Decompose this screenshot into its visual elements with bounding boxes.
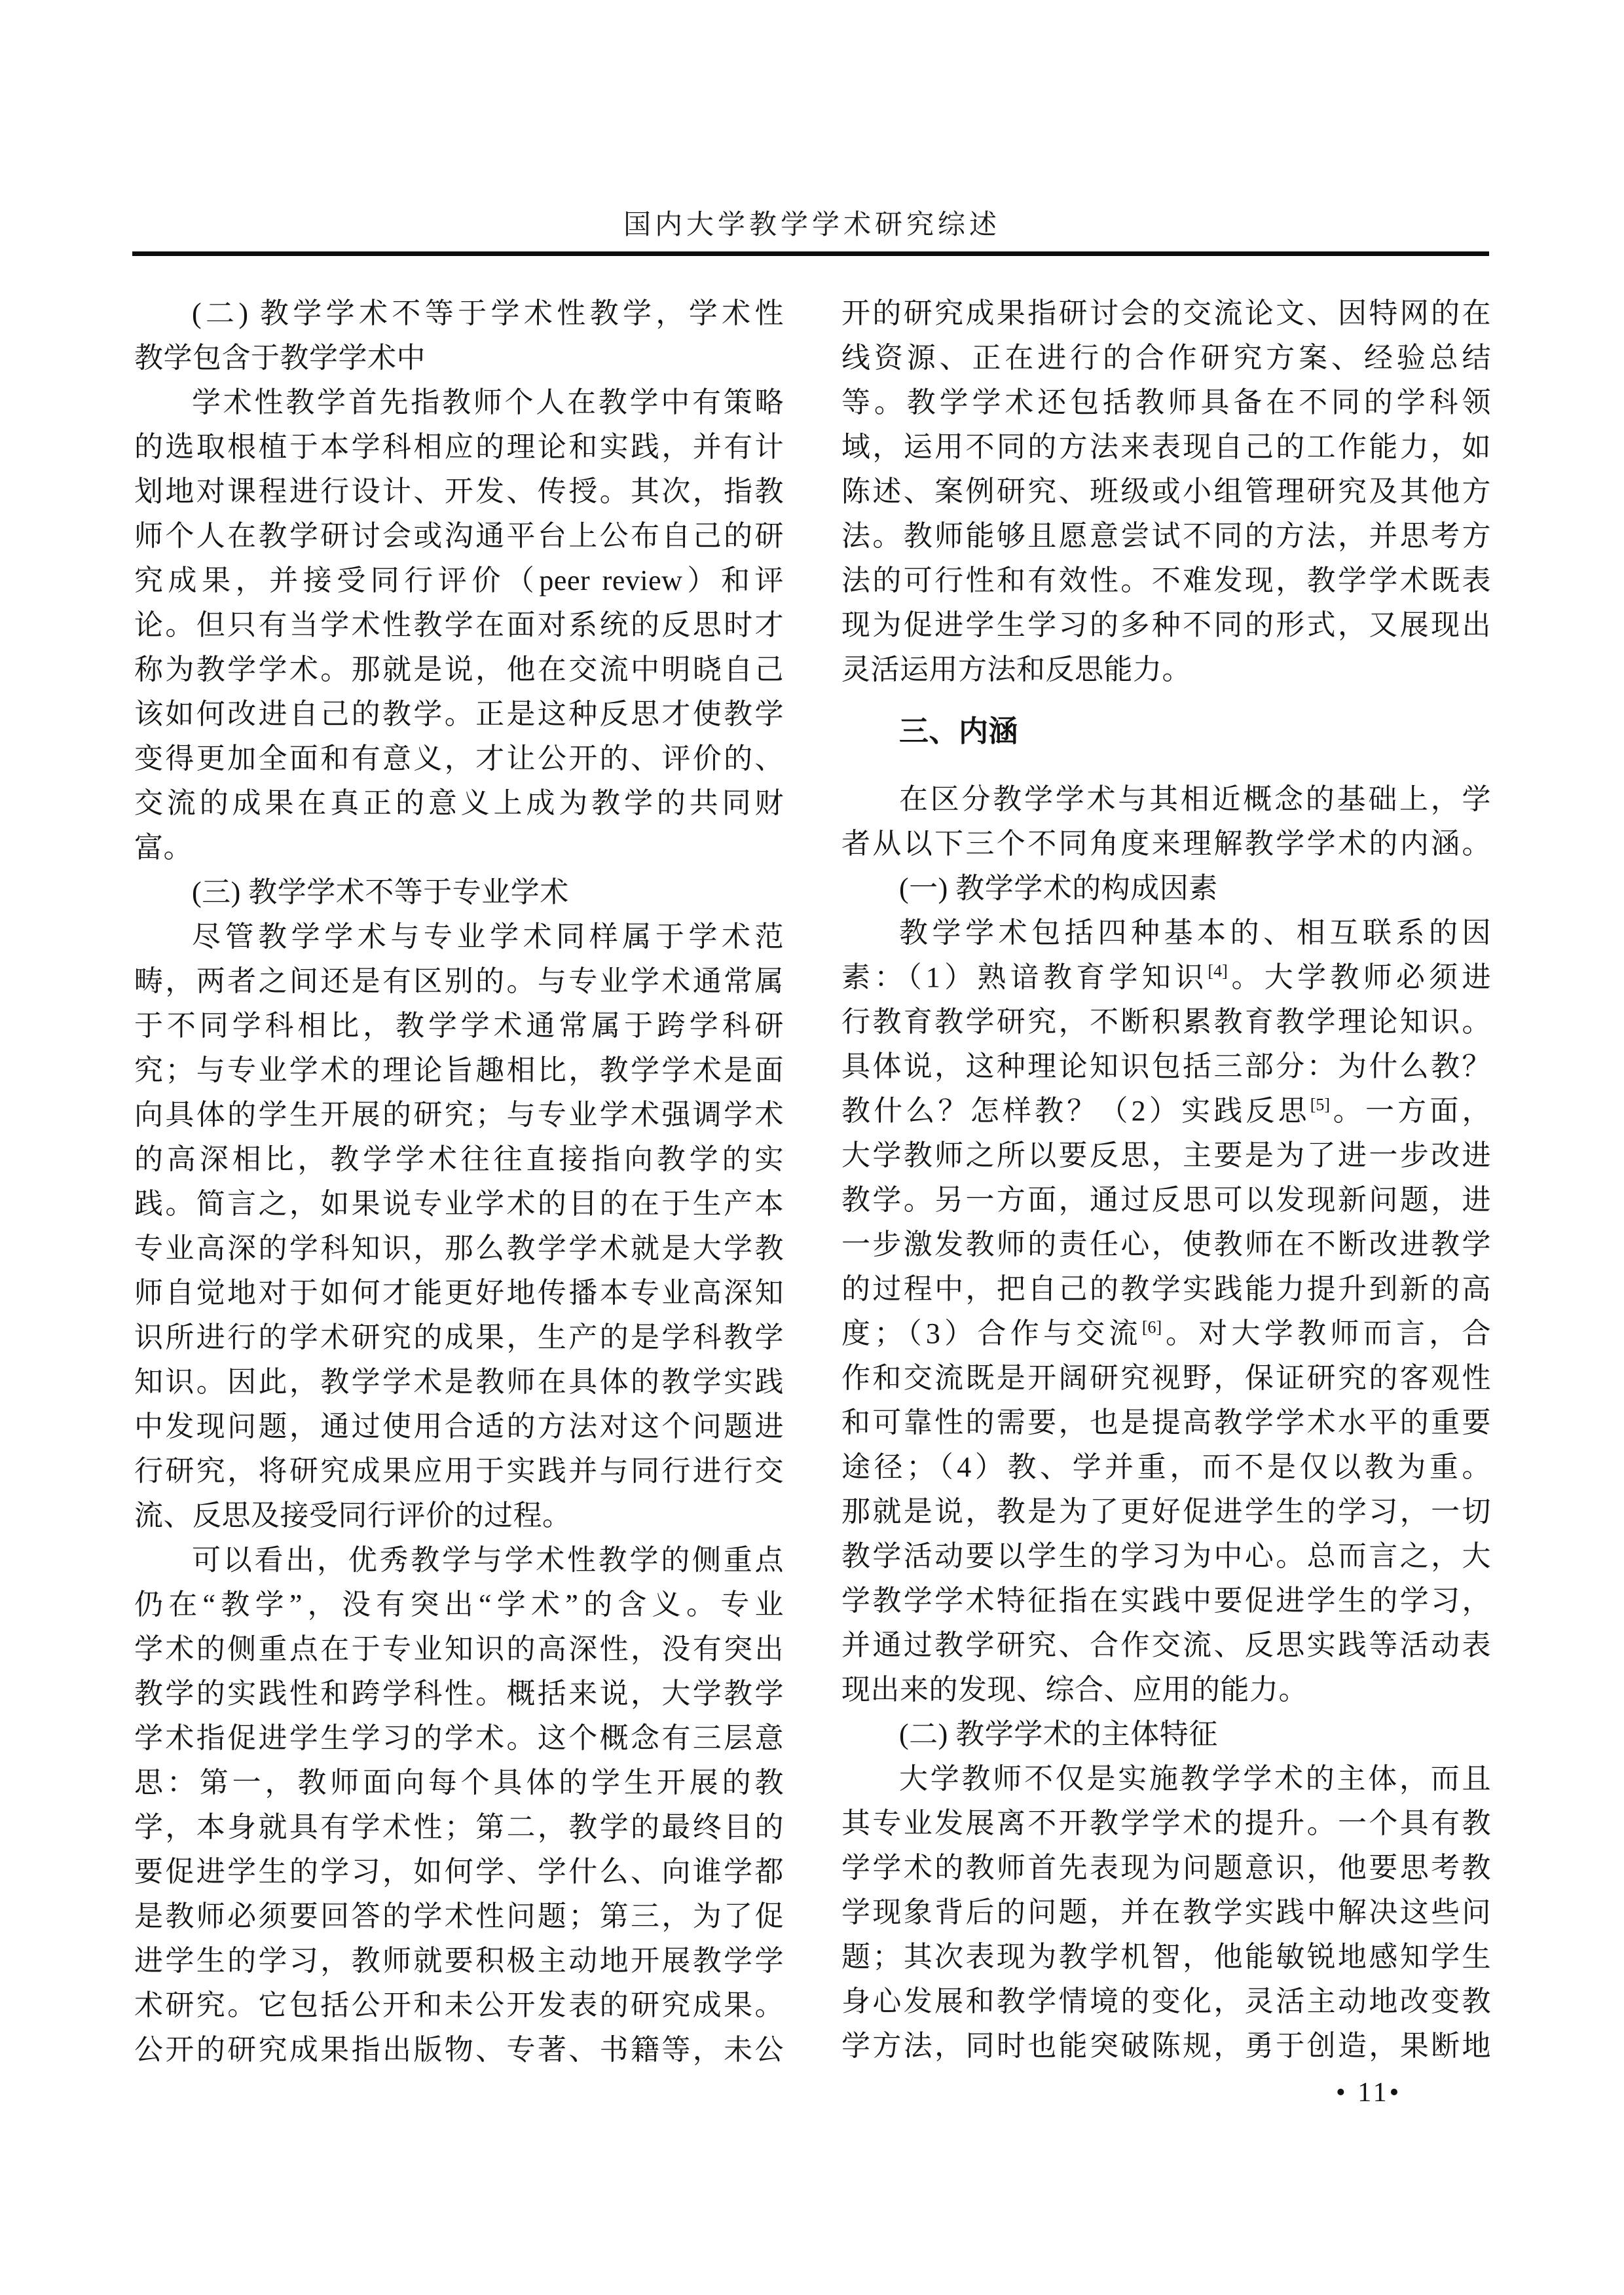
- page-number: • 11•: [1336, 2078, 1402, 2108]
- text-line: 陈述、案例研究、班级或小组管理研究及其他方: [841, 475, 1491, 507]
- text-line: 教学的实践性和跨学科性。概括来说，大学教学: [134, 1678, 784, 1710]
- footnote-reference: [6]: [1141, 1317, 1162, 1337]
- text-line: 现出来的发现、综合、应用的能力。: [841, 1674, 1308, 1706]
- text-line: 富。: [134, 832, 193, 864]
- text-line: 的选取根植于本学科相应的理论和实践，并有计: [134, 431, 784, 463]
- text-line: 专业高深的学科知识，那么教学学术就是大学教: [134, 1232, 784, 1264]
- text-line: 识所进行的学术研究的成果，生产的是学科教学: [134, 1321, 784, 1353]
- text-line: 学教学学术特征指在实践中要促进学生的学习，: [841, 1585, 1491, 1617]
- text-line: 灵活运用方法和反思能力。: [841, 653, 1191, 686]
- text-line: 者从以下三个不同角度来理解教学学术的内涵。: [841, 828, 1491, 860]
- text-line: 的过程中，把自己的教学实践能力提升到新的高: [841, 1273, 1491, 1305]
- text-line: 大学教师不仅是实施教学学术的主体，而且: [899, 1763, 1491, 1795]
- text-line: 公开的研究成果指出版物、专著、书籍等，未公: [134, 2034, 784, 2066]
- text-line: 中发现问题，通过使用合适的方法对这个问题进: [134, 1410, 784, 1442]
- text-line: 域，运用不同的方法来表现自己的工作能力，如: [841, 431, 1491, 463]
- text-line: 学学术的教师首先表现为问题意识，他要思考教: [841, 1852, 1491, 1884]
- text-line: 教学包含于教学学术中: [134, 342, 426, 374]
- text-line: 学术性教学首先指教师个人在教学中有策略: [192, 386, 784, 418]
- text-line: 学现象背后的问题，并在教学实践中解决这些问: [841, 1896, 1491, 1928]
- text-line: 开的研究成果指研讨会的交流论文、因特网的在: [841, 297, 1491, 329]
- text-line: 现为促进学生学习的多种不同的形式，又展现出: [841, 609, 1491, 641]
- text-line: 流、反思及接受同行评价的过程。: [134, 1499, 572, 1532]
- text-line: 论。但只有当学术性教学在面对系统的反思时才: [134, 609, 784, 641]
- text-line: (二) 教学学术不等于学术性教学，学术性: [192, 297, 784, 329]
- text-line: 究；与专业学术的理论旨趣相比，教学学术是面: [134, 1054, 784, 1086]
- text-line: 大学教师之所以要反思，主要是为了进一步改进: [841, 1139, 1491, 1171]
- text-line: 知识。因此，教学学术是教师在具体的教学实践: [134, 1366, 784, 1398]
- text-line: 素：（1）熟谙教育学知识[4]。大学教师必须进: [841, 961, 1492, 993]
- text-line: 学，本身就具有学术性；第二，教学的最终目的: [134, 1811, 784, 1843]
- text-line: 变得更加全面和有意义，才让公开的、评价的、: [134, 743, 784, 775]
- text-line: 题；其次表现为教学机智，他能敏锐地感知学生: [841, 1941, 1491, 1973]
- text-line: 那就是说，教是为了更好促进学生的学习，一切: [841, 1496, 1491, 1528]
- text-line: 行教育教学研究，不断积累教育教学理论知识。: [841, 1006, 1491, 1038]
- text-line: 畴，两者之间还是有区别的。与专业学术通常属: [134, 965, 784, 997]
- text-line: 于不同学科相比，教学学术通常属于跨学科研: [134, 1010, 784, 1042]
- text-line: 线资源、正在进行的合作研究方案、经验总结: [841, 342, 1491, 374]
- text-line: 行研究，将研究成果应用于实践并与同行进行交: [134, 1455, 784, 1487]
- running-header-title: 国内大学教学学术研究综述: [623, 210, 1001, 240]
- text-line: 途径；（4）教、学并重，而不是仅以教为重。: [841, 1451, 1491, 1483]
- text-line: 其专业发展离不开教学学术的提升。一个具有教: [841, 1807, 1491, 1839]
- text-line: 进学生的学习，教师就要积极主动地开展教学学: [134, 1945, 784, 1977]
- left-text-column: [134, 291, 784, 2072]
- text-line: 术研究。它包括公开和未公开发表的研究成果。: [134, 1989, 784, 2021]
- right-text-column: [841, 291, 1491, 2068]
- text-line: 践。简言之，如果说专业学术的目的在于生产本: [134, 1188, 784, 1220]
- text-line: 在区分教学学术与其相近概念的基础上，学: [899, 783, 1491, 815]
- text-line: 向具体的学生开展的研究；与专业学术强调学术: [134, 1099, 784, 1131]
- text-line: 交流的成果在真正的意义上成为教学的共同财: [134, 787, 784, 819]
- footnote-reference: [5]: [1310, 1095, 1331, 1114]
- text-line: 学术指促进学生学习的学术。这个概念有三层意: [134, 1722, 784, 1754]
- text-line: 仍在“教学”，没有突出“学术”的含义。专业: [134, 1588, 784, 1621]
- text-line: 一步激发教师的责任心，使教师在不断改进教学: [841, 1228, 1491, 1260]
- text-line: 的高深相比，教学学术往往直接指向教学的实: [134, 1143, 784, 1175]
- text-line: 学方法，同时也能突破陈规，勇于创造，果断地: [841, 2030, 1491, 2062]
- text-line: (一) 教学学术的构成因素: [899, 872, 1218, 904]
- section-heading: 三、内涵: [899, 714, 1019, 748]
- text-line: 法的可行性和有效性。不难发现，教学学术既表: [841, 564, 1491, 597]
- footnote-reference: [4]: [1208, 961, 1228, 981]
- text-line: 教学活动要以学生的学习为中心。总而言之，大: [841, 1540, 1491, 1572]
- text-line: 划地对课程进行设计、开发、传授。其次，指教: [134, 475, 784, 507]
- text-line: 教学学术包括四种基本的、相互联系的因: [899, 917, 1491, 949]
- text-line: 要促进学生的学习，如何学、学什么、向谁学都: [134, 1856, 784, 1888]
- text-line: 思：第一，教师面向每个具体的学生开展的教: [134, 1767, 784, 1799]
- text-line: 作和交流既是开阔研究视野，保证研究的客观性: [841, 1362, 1491, 1394]
- text-line: 等。教学学术还包括教师具备在不同的学科领: [841, 386, 1491, 418]
- text-line: 称为教学学术。那就是说，他在交流中明晓自己: [134, 653, 784, 686]
- text-line: 教什么？怎样教？（2）实践反思[5]。一方面，: [841, 1095, 1492, 1127]
- text-line: 师个人在教学研讨会或沟通平台上公布自己的研: [134, 520, 784, 552]
- text-line: 身心发展和教学情境的变化，灵活主动地改变教: [841, 1985, 1491, 2017]
- text-line: 学术的侧重点在于专业知识的高深性，没有突出: [134, 1633, 784, 1665]
- text-line: 该如何改进自己的教学。正是这种反思才使教学: [134, 698, 784, 730]
- text-line: (三) 教学学术不等于专业学术: [192, 876, 569, 908]
- text-line: 和可靠性的需要，也是提高教学学术水平的重要: [841, 1406, 1491, 1439]
- text-line: 度；（3）合作与交流[6]。对大学教师而言，合: [841, 1317, 1492, 1349]
- text-line: 师自觉地对于如何才能更好地传播本专业高深知: [134, 1277, 784, 1309]
- text-line: 究成果，并接受同行评价（peer review）和评: [134, 564, 784, 597]
- text-line: 可以看出，优秀教学与学术性教学的侧重点: [192, 1544, 784, 1576]
- header-divider-rule: [132, 251, 1489, 256]
- text-line: 是教师必须要回答的学术性问题；第三，为了促: [134, 1900, 784, 1932]
- text-line: (二) 教学学术的主体特征: [899, 1718, 1218, 1750]
- text-line: 尽管教学学术与专业学术同样属于学术范: [192, 921, 784, 953]
- text-line: 教学。另一方面，通过反思可以发现新问题，进: [841, 1184, 1491, 1216]
- text-line: 具体说，这种理论知识包括三部分：为什么教？: [841, 1050, 1491, 1082]
- text-line: 法。教师能够且愿意尝试不同的方法，并思考方: [841, 520, 1491, 552]
- text-line: 并通过教学研究、合作交流、反思实践等活动表: [841, 1629, 1491, 1661]
